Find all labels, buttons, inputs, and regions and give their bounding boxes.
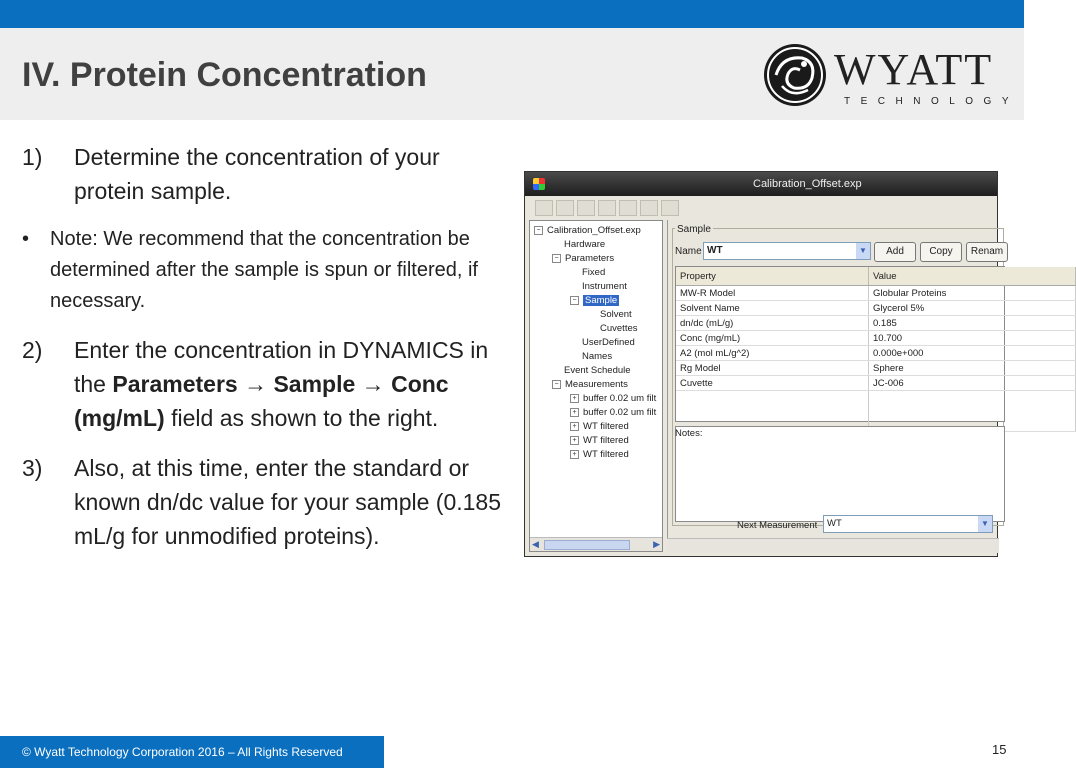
table-row[interactable]: dn/dc (mL/g) 0.185 (676, 316, 1076, 331)
toolbar-button[interactable] (598, 200, 616, 216)
tree-node[interactable]: UserDefined (582, 337, 635, 348)
arrow-1: → (237, 371, 274, 397)
rename-button[interactable]: Renam (966, 242, 1008, 262)
footer-copyright: © Wyatt Technology Corporation 2016 – All Rights Reserved (0, 736, 384, 768)
app-icon (533, 178, 545, 190)
tree-scrollbar[interactable] (530, 537, 662, 551)
experiment-tree (529, 220, 663, 552)
bullet-icon: • (22, 228, 30, 250)
chevron-down-icon[interactable]: ▼ (978, 516, 992, 532)
conc-bold: Conc (mg/mL) (74, 371, 449, 431)
app-window-screenshot (524, 171, 1004, 557)
top-accent-bar (0, 0, 1024, 28)
item-number: 2) (22, 337, 43, 363)
panel-scrollbar[interactable] (667, 538, 999, 553)
page-number: 15 (992, 742, 1007, 757)
scroll-left-icon[interactable]: ◀ (532, 539, 539, 549)
tree-node[interactable]: Names (582, 351, 613, 362)
toolbar-button[interactable] (640, 200, 658, 216)
page-title: IV. Protein Concentration (22, 56, 427, 94)
next-measurement-label: Next Measurement (737, 520, 818, 531)
column-header-value: Value (869, 267, 1076, 286)
tree-node[interactable]: − Calibration_Offset.exp (534, 225, 641, 236)
expand-icon: + (570, 394, 579, 403)
tree-node[interactable]: + buffer 0.02 um filt (570, 407, 656, 418)
note-text: Note: We recommend that the concentration be determined after the sample is spun or filtered, if necessary. (50, 228, 478, 312)
arrow-2: → (355, 371, 392, 397)
swirl-icon (762, 42, 828, 108)
list-item-1 (22, 140, 502, 208)
list-item-3 (22, 451, 502, 553)
expand-icon: + (570, 422, 579, 431)
item-text: Determine the concentration of your protein sample. (74, 144, 440, 204)
tree-node[interactable]: + WT filtered (570, 421, 629, 432)
toolbar-button[interactable] (535, 200, 553, 216)
collapse-icon: − (570, 296, 579, 305)
list-item-2 (22, 333, 502, 435)
tree-node[interactable]: Hardware (564, 239, 606, 250)
body-text (22, 140, 502, 569)
expand-icon: + (570, 450, 579, 459)
add-button[interactable]: Add (874, 242, 916, 262)
toolbar-button[interactable] (577, 200, 595, 216)
tree-node[interactable]: + WT filtered (570, 449, 629, 460)
item-number: 3) (22, 455, 43, 481)
table-row[interactable]: Cuvette JC-006 (676, 376, 1076, 391)
table-row[interactable]: A2 (mol mL/g^2) 0.000e+000 (676, 346, 1076, 361)
table-row[interactable]: MW-R Model Globular Proteins (676, 286, 1076, 301)
table-row[interactable]: Rg Model Sphere (676, 361, 1076, 376)
collapse-icon: − (552, 380, 561, 389)
toolbar-button[interactable] (661, 200, 679, 216)
tree-node-selected[interactable]: − Sample (570, 295, 619, 306)
next-measurement-select[interactable]: WT ▼ (823, 515, 993, 533)
collapse-icon: − (552, 254, 561, 263)
window-title: Calibration_Offset.exp (753, 178, 862, 190)
expand-icon: + (570, 436, 579, 445)
property-grid (675, 266, 1005, 422)
tree-node[interactable]: − Parameters (552, 253, 614, 264)
tree-node[interactable]: Solvent (600, 309, 632, 320)
name-select[interactable]: WT ▼ (703, 242, 871, 260)
logo-subtitle: TECHNOLOGY (844, 96, 1020, 107)
parameters-bold: Parameters (112, 371, 238, 397)
tree-node[interactable]: − Measurements (552, 379, 628, 390)
sample-bold: Sample (273, 371, 356, 397)
scroll-thumb[interactable] (544, 540, 630, 550)
expand-icon: + (570, 408, 579, 417)
toolbar-button[interactable] (619, 200, 637, 216)
column-header-property: Property (676, 267, 869, 286)
sub-bullet (22, 224, 502, 317)
tree-node[interactable]: Event Schedule (564, 365, 631, 376)
tree-node[interactable]: + WT filtered (570, 435, 629, 446)
table-row[interactable]: Solvent Name Glycerol 5% (676, 301, 1076, 316)
item-text-post: field as shown to the right. (164, 405, 439, 431)
notes-area[interactable] (675, 426, 1005, 522)
logo-wordmark: WYATT (834, 45, 994, 94)
chevron-down-icon[interactable]: ▼ (856, 243, 870, 259)
table-row[interactable]: Conc (mg/mL) 10.700 (676, 331, 1076, 346)
item-number: 1) (22, 144, 43, 170)
toolbar (535, 200, 679, 216)
item-text-pre: Enter the concentration in DYNAMICS in the (74, 337, 489, 397)
group-label: Sample (677, 224, 711, 235)
tree-node[interactable]: Cuvettes (600, 323, 638, 334)
item-text: Also, at this time, enter the standard or known dn/dc value for your sample (0.185 mL/g for unmodified proteins). (74, 455, 502, 549)
tree-node[interactable]: Fixed (582, 267, 606, 278)
toolbar-button[interactable] (556, 200, 574, 216)
tree-node[interactable]: Instrument (582, 281, 627, 292)
window-titlebar (525, 172, 997, 196)
scroll-right-icon[interactable]: ▶ (653, 539, 660, 549)
tree-node[interactable]: + buffer 0.02 um filt (570, 393, 656, 404)
name-label: Name (675, 246, 702, 257)
collapse-icon: − (534, 226, 543, 235)
notes-label: Notes: (675, 428, 703, 439)
wyatt-logo (762, 42, 1020, 110)
copy-button[interactable]: Copy (920, 242, 962, 262)
